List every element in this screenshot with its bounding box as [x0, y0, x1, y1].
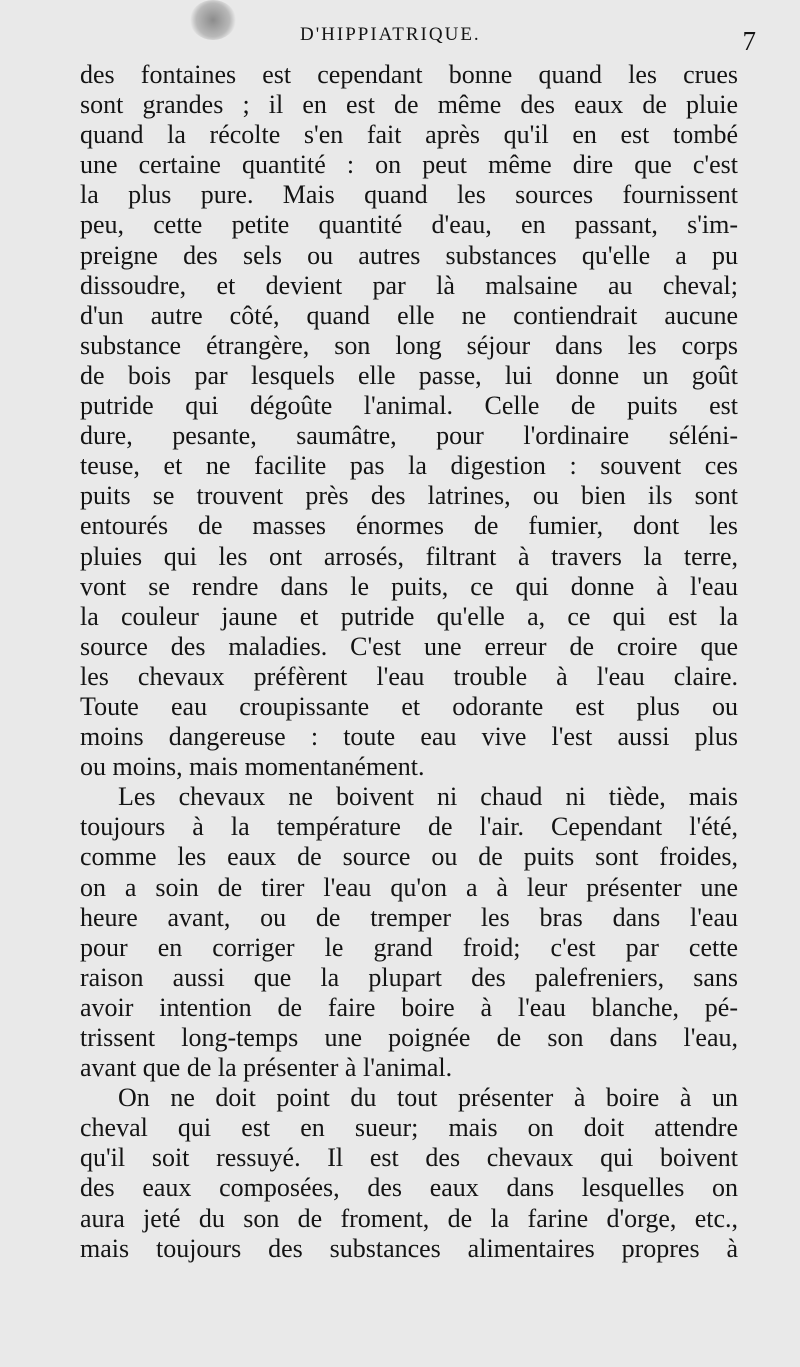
text-line: on a soin de tirer l'eau qu'on a à leur présenter une: [80, 872, 738, 902]
text-line: sont grandes ; il en est de même des eaux de pluie: [80, 90, 738, 120]
text-line: dissoudre, et devient par là malsaine au cheval;: [80, 270, 738, 300]
text-line: comme les eaux de source ou de puits sont froides,: [80, 842, 738, 872]
text-line: cheval qui est en sueur; mais on doit attendre: [80, 1113, 738, 1143]
text-line: la plus pure. Mais quand les sources fournissent: [80, 180, 738, 210]
text-line: aura jeté du son de froment, de la farine d'orge, etc.,: [80, 1203, 738, 1233]
body-text: [80, 60, 738, 1264]
text-line: heure avant, ou de tremper les bras dans l'eau: [80, 902, 738, 932]
text-line: qu'il soit ressuyé. Il est des chevaux qui boivent: [80, 1143, 738, 1173]
text-line: dure, pesante, saumâtre, pour l'ordinaire séléni-: [80, 421, 738, 451]
text-line: raison aussi que la plupart des palefreniers, sans: [80, 962, 738, 992]
text-line: d'un autre côté, quand elle ne contiendrait aucune: [80, 300, 738, 330]
text-line: moins dangereuse : toute eau vive l'est aussi plus: [80, 722, 738, 752]
text-line: teuse, et ne facilite pas la digestion : souvent ces: [80, 451, 738, 481]
text-line: une certaine quantité : on peut même dire que c'est: [80, 150, 738, 180]
text-line: des eaux composées, des eaux dans lesquelles on: [80, 1173, 738, 1203]
text-line: peu, cette petite quantité d'eau, en passant, s'im-: [80, 210, 738, 240]
page-number: 7: [742, 26, 756, 56]
text-line: Toute eau croupissante et odorante est plus ou: [80, 691, 738, 721]
text-line: des fontaines est cependant bonne quand les crues: [80, 60, 738, 89]
text-line: mais toujours des substances alimentaires propres à: [80, 1233, 738, 1263]
text-line: ou moins, mais momentanément.: [80, 752, 425, 782]
text-line: pour en corriger le grand froid; c'est par cette: [80, 932, 738, 962]
text-line: On ne doit point du tout présenter à boire à un: [118, 1083, 738, 1113]
text-line: vont se rendre dans le puits, ce qui donne à l'eau: [80, 571, 738, 601]
text-line: la couleur jaune et putride qu'elle a, ce qui est la: [80, 601, 738, 631]
text-line: toujours à la température de l'air. Cependant l'été,: [80, 812, 738, 842]
text-line: puits se trouvent près des latrines, ou bien ils sont: [80, 481, 738, 511]
text-line: avoir intention de faire boire à l'eau blanche, pé-: [80, 992, 738, 1022]
text-line: preigne des sels ou autres substances qu'elle a pu: [80, 240, 738, 270]
text-line: quand la récolte s'en fait après qu'il en est tombé: [80, 120, 738, 150]
text-line: les chevaux préfèrent l'eau trouble à l'eau claire.: [80, 661, 738, 691]
text-line: de bois par lesquels elle passe, lui donne un goût: [80, 360, 738, 390]
text-line: putride qui dégoûte l'animal. Celle de puits est: [80, 391, 738, 421]
text-line: entourés de masses énormes de fumier, dont les: [80, 511, 738, 541]
text-line: avant que de la présenter à l'animal.: [80, 1053, 453, 1083]
text-line: pluies qui les ont arrosés, filtrant à travers la terre,: [80, 541, 738, 571]
text-line: substance étrangère, son long séjour dans les corps: [80, 330, 738, 360]
running-title: D'HIPPIATRIQUE.: [300, 24, 481, 45]
text-line: source des maladies. C'est une erreur de croire que: [80, 631, 738, 661]
ink-smudge: [190, 0, 236, 40]
text-line: trissent long-temps une poignée de son dans l'eau,: [80, 1023, 738, 1052]
text-line: Les chevaux ne boivent ni chaud ni tiède, mais: [118, 782, 738, 812]
